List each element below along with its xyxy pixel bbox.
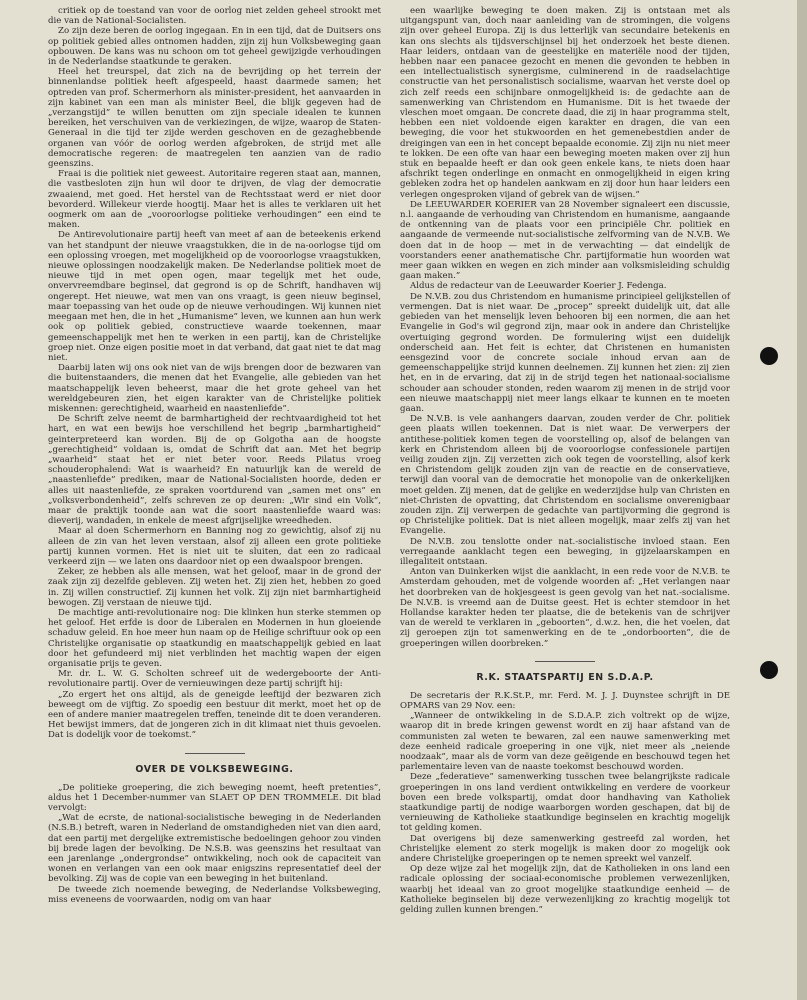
- paragraph: Fraai is die politiek niet geweest. Autoritaire regeren staat aan, mannen, die vastbesloten zijn hun wil door te drijven, de vlag der democratie zwaaiend, met goed. Het herstel van de Rechtsstaat werd er niet door bevorderd. Willekeur vierde hoogtij. Maar het is alles te verklaren uit het oogmerk om aan de „vooroorlogse politieke verhoudingen” een eind te maken.: [48, 169, 381, 231]
- paragraph: De secretaris der R.K.St.P., mr. Ferd. M. J. J. Duynstee schrijft in DE OPMARS van 29 Nov. een:: [400, 690, 730, 711]
- paragraph: Zeker, ze hebben als alle mensen, wat het geloof, maar in de grond der zaak zijn zij dezelfde gebleven. Zij weten het. Zij zien het, hebben zo goed in. Zij willen constructief. Zij kunnen het volk. Zij zijn niet barmhartigheid bewogen. Zij verstaan de nieuwe tijd.: [48, 567, 381, 608]
- paragraph: Op deze wijze zal het mogelijk zijn, dat de Katholieken in ons land een radicale oplossing der sociaal-economische problemen verwezenlijken, waarbij het ideaal van zo groot mogelijke staatkundige eenheid — de Katholieke beginselen bij deze verwezenlijking zo krachtig mogelijk tot gelding zullen kunnen brengen.”: [400, 864, 730, 916]
- punch-hole: [760, 661, 778, 679]
- paragraph: De Schrift zelve neemt de barmhartigheid der rechtvaardigheid tot het hart, en wat een bewijs hoe verschillend het begrip „barmhartigheid” geinterpreteerd kan worden. Bij de op Golgotha aan de hoogste „gerechtigheid” voldaan is, omdat de Schrift dat aan. Met het begrip „waarheid” staat het er niet beter voor. Reeds Pilatus vroeg schouderophalend: Wat is waarheid? En natuurlijk kan de wereld de „naastenliefde” prediken, maar de National-Socialisten hoorde, deden er alles uit naastenliefde, ze spraken voortdurend van „samen met ons” en „volksverbondenheid”, zelfs schreven ze op deuren: „Wir sind ein Volk”, maar de praktijk toonde aan wat die soort naastenliefde waard was: dieverij, wandaden, in enkele de meest afgrijselijke wreedheden.: [48, 414, 381, 527]
- paragraph: Dat overigens bij deze samenwerking gestreefd zal worden, het Christelijke element zo sterk mogelijk is maken door zo mogelijk ook andere Christelijke groeperingen op te nemen spreekt wel vanzelf.: [400, 833, 730, 865]
- paragraph: „De politieke groepering, die zich beweging noemt, heeft pretenties”, aldus het 1 December-nummer van SLAET OP DEN TROMMELE. Dit blad vervolgt:: [48, 782, 381, 814]
- paragraph: critiek op de toestand van voor de oorlog niet zelden geheel strookt met die van de National-Socialisten.: [48, 6, 381, 27]
- paragraph: Heel het treurspel, dat zich na de bevrijding op het terrein der binnenlandse politiek heeft afgespeeld, haast daarmede samen; het optreden van prof. Schermerhorn als minister-president, het aanvaarden in zijn kabinet van een man als minister Beel, die blijk gegeven had de „verzangstijd” te willen benutten om zijn speciale idealen te kunnen bereiken, het verschuiven van de verkiezingen, de wijze, waarop de Staten-Generaal in die tijd ter zijde werden geschoven en de gezaghebbende organen van vóór de oorlog werden afgebroken, de strijd met alle democratische regeren: de maatregelen ten aanzien van de radio geenszins.: [48, 67, 381, 170]
- paragraph: Deze „federatieve” samenwerking tusschen twee belangrijkste radicale groeperingen in ons land verdient ontwikkeling en verdere de voorkeur boven een brede volkspartij, omdat door handhaving van Katholiek staatkundige partij de nodige waarborgen worden geschapen, dat bij de vernieuwing de Katholieke staatkundige beginselen en krachtig mogelijk tot gelding komen.: [400, 772, 730, 834]
- paragraph: Anton van Duinkerken wijst die aanklacht, in een rede voor de N.V.B. te Amsterdam gehouden, met de volgende woorden af: „Het verlangen naar het doorbreken van de hokjesgeest is geen gevolg van het nat.-socialisme. De N.V.B. is vreemd aan de Duitse geest. Het is echter stemdoor in het Hollandse karakter heden ter plaatse, die de betekenis van de schrijver van de wereld te verklaren in „geboorten”, d.w.z. hen, die het voelen, dat zij geroepen zijn tot samenwerking en de te „ondorboorten”, die de groeperingen willen doorbreken.”: [400, 567, 730, 649]
- right-column: [400, 6, 730, 915]
- paragraph: De machtige anti-revolutionaire nog: Die klinken hun sterke stemmen op het geloof. Het erfde is door de Liberalen en Modernen in hun gloeiende schaduw geleid. En hoe meer hun naam op de Heilige schriftuur ook op een Christelijke organisatie op staatkundig en maatschappelijk gebied en laat door het gefundeerd mij niet verblinden het machtig wapen der eigen organisatie prijs te geven.: [48, 607, 381, 669]
- section-divider: [185, 753, 245, 754]
- paragraph: een waarlijke beweging te doen maken. Zij is ontstaan met als uitgangspunt van, doch naar aanleiding van de stromingen, die volgens zijn over geheel Europa. Zij is dus letterlijk van secundaire betekenis en kan ons slechts als tijdsverschijnsel bij het onderzoek het beste dienen. Haar leiders, ontdaan van de geestelijke en materiële nood der tijden, hebben naar een panacee gezocht en menen die gevonden te hebben in een intellectualistisch synergisme, culminerend in de raadselachtige constructie van het personalistisch socialisme, waarvan het verste doel op zich zelf reeds een schijnbare onmogelijkheid is: de gedachte aan de samenwerking van Christendom en Humanisme. Dit is het twaede der vleschen moet omgaan. De concrete daad, die zij in haar programma stelt, hebben een niet voldoende eigen karakter en dragen, die van een beweging, die voor het stukwoorden en het gemenebestdien ander de dreigingen van een in het concept bepaalde economie. Zij zijn nu niet meer te lokken. De een ofte van haar een beweging moeten maken over zij hun stuk en bepaalde heeft er dan ook geen enkele kans, te niets doen haar afschrikt tegen onderlinge en onmacht en onmogelijkheid in eigen kring gebleken zodra het op handelen aankwam en zij door hun haar leiders een verlegen ongesproken vijand of gebrek van de wijsen.”: [400, 6, 730, 200]
- paragraph: De N.V.B. is vele aanhangers daarvan, zouden verder de Chr. politiek geen plaats willen toekennen. Dat is niet waar. De verwerpers der antithese-politiek komen tegen de voorstelling op, alsof de belangen van kerk en Christendom alleen bij de vooroorlogse confessionele partijen veilig zouden zijn. Zij verzetten zich ook tegen de voorstelling, alsof kerk en Christendom gelijk zouden zijn van de reactie en de conservatieve, terwijl dan vooral van de democratie het monopolie van de onkerkelijken moet gelden. Zij menen, dat de gelijke en wederzijdse hulp van Christen en niet-Christen de opvatting, dat Christendom en socialisme onverenigbaar zouden zijn. Zij verwerpen de gedachte van partijvorming die gegrond is op Christelijke politiek. Dat is niet alleen mogelijk, maar zelfs zij van het Evangelie.: [400, 414, 730, 537]
- paragraph: De LEEUWARDER KOERIER van 28 November signaleert een discussie, n.l. aangaande de verhouding van Christendom en humanisme, aangaande de ontkenning van de plaats voor een principiële Chr. politiek en aangaande de vermeende nut-socialistische zelfvorming van de N.V.B. We doen dat in de hoop — met in de verwachting — dat eindelijk de voorstanders eener anathematische Chr. partijformatie hun woorden wat meer gaan wikken en wegen en zich minder aan volksmisleiding schuldig gaan maken.”: [400, 199, 730, 282]
- paragraph: Maar al doen Schermerhorn en Banning nog zo gewichtig, alsof zij nu alleen de zin van het leven verstaan, alsof zij alleen een grote politieke partij kunnen vormen. Het is niet uit te sluiten, dat een zo radicaal verkeerd zijn — we laten ons daardoor niet op een dwaalspoor brengen.: [48, 526, 381, 567]
- paragraph: „Wanneer de ontwikkeling in de S.D.A.P. zich voltrekt op de wijze, waarop dit in brede kringen gewenst wordt en zij haar afstand van de communisten zal weten te bewaren, zal een nauwe samenwerking met deze eenheid radicale groepering in one vijk, niet meer als „neiende noodzaak”, maar als de vorm van deze geëigende en beschouwd tegen het parlementaire leven van de naaste toekomst beschouwd worden.: [400, 711, 730, 773]
- paragraph: De tweede zich noemende beweging, de Nederlandse Volksbeweging, miss eveneens de voorwaarden, nodig om van haar: [48, 884, 381, 905]
- paragraph: „Wat de ecrste, de national-socialistische beweging in de Nederlanden (N.S.B.) betreft, waren in Nederland de omstandigheden niet van dien aard, dat een partij met dergelijke extremistische bedoelingen gehoor zou vinden bij brede lagen der bevolking. De N.S.B. was geenszins het resultaat van een jarenlange „ondergrondse” ontwikkeling, noch ook de capaciteit van wonen en verlangen van een ook maar enigszins representatief deel der bevolking. Zij was de copie van een beweging in het buitenland.: [48, 813, 381, 885]
- paragraph: Mr. dr. L. W. G. Scholten schreef uit de wedergeboorte der Anti-revolutionaire partij. Over de vernieuwingen deze partij schrijft hij:: [48, 669, 381, 690]
- paragraph: De Antirevolutionaire partij heeft van meet af aan de beteekenis erkend van het standpunt der nieuwe vraagstukken, die in de na-oorlogse tijd om een oplossing vroegen, met mogelijkheid op de vooroorlogse vraagstukken, nieuwe oplossingen noodzakelijk maken. De Nederlandse politiek moet de nieuwe tijd in met open ogen, maar tegelijk met het oude, onvervreemdbare beginsel, dat gegrond is op de Schrift, handhaven wij ongerept. Het nieuwe, wat men van ons vraagt, is geen nieuw beginsel, maar toepassing van het oude op de nieuwe verhoudingen. Wij kunnen niet meegaan met hen, die in het „Humanisme” leven, we kunnen aan hun werk ook op politiek gebied, constructieve waarde toekennen, maar gemeenschappelijk met hen te werken in een partij, kan de Christelijke groep niet. Onze eigen positie moet in dat verband, dat gaat niet te dat mag niet.: [48, 230, 381, 363]
- left-column: [48, 6, 381, 905]
- paragraph: De N.V.B. zou tenslotte onder nat.-socialistische invloed staan. Een verregaande aanklacht tegen een beweging, in gijzelaarskampen en illegaliteit ontstaan.: [400, 536, 730, 567]
- paragraph: Daarbij laten wij ons ook niet van de wijs brengen door de bezwaren van die buitenstaanders, die menen dat het Evangelie, alle gebieden van het maatschappelijk leven beheerst, maar die het grote geheel van het wereldgebeuren zien, het eigen karakter van de Christelijke politiek miskennen: gerechtigheid, waarheid en naastenliefde”.: [48, 363, 381, 414]
- quote-paragraph: „Zo ergert het ons altijd, als de geneigde leeftijd der bezwaren zich beweegt om de vijftig. Zo spoedig een bestuur dit merkt, moet het op de een of andere manier maatregelen treffen, teneinde dit te doen veranderen. Het bewijst immers, dat de jongeren zich in dit klimaat niet thuis gevoelen. Dat is dodelijk voor de toekomst.”: [48, 689, 381, 741]
- section-divider: [535, 661, 595, 662]
- paragraph: De N.V.B. zou dus Christendom en humanisme principieel gelijkstellen of vermengen. Dat is niet waar. De „procep” spreekt duidelijk uit, dat alle gebieden van het menselijk leven behooren bij een normen, die aan het Evangelie in God's wil gegrond zijn, maar ook in andere dan Christelijke overtuiging gegrond worden. De formulering wijst een duidelijk onderscheid aan. Het feit is echter, dat Christenen en humanisten eensgezind voor de concrete sociale inhoud ervan aan de gemeenschappelijke strijd kunnen deelnemen. Zij kunnen het zien: zij zien het, en in de ervaring, dat zij in de strijd tegen het nationaal-socialisme schouder aan schouder stonden, reden waarom zij menen in de strijd voor een nieuwe maatschappij niet meer langs elkaar te kunnen en te moeten gaan.: [400, 291, 730, 414]
- punch-hole: [760, 347, 778, 365]
- section-heading: R.K. STAATSPARTIJ EN S.D.A.P.: [476, 671, 654, 683]
- paragraph: Zo zijn deze beren de oorlog ingegaan. En in een tijd, dat de Duitsers ons op politiek gebied alles ontnomen hadden, zijn zij hun Volksbeweging gaan opbouwen. De kans was nu schoon om tot geheel gewijzigde verhoudingen in de Nederlandse staatkunde te geraken.: [48, 26, 381, 68]
- paragraph: Aldus de redacteur van de Leeuwarder Koerier J. Fedenga.: [410, 281, 667, 292]
- section-heading: OVER DE VOLKSBEWEGING.: [135, 763, 294, 775]
